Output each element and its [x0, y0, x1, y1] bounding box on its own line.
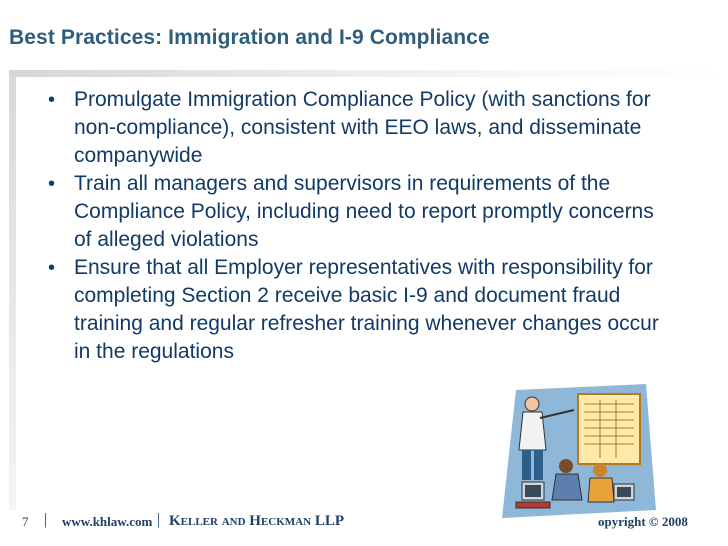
bullet-item — [48, 170, 668, 254]
bullet-dot: • — [48, 173, 56, 195]
slide-title: Best Practices: Immigration and I-9 Compliance — [9, 26, 490, 49]
training-presentation-clipart — [496, 380, 664, 522]
bullet-item — [48, 86, 668, 170]
bullet-dot: • — [48, 89, 56, 111]
footer-separator: | — [44, 511, 48, 528]
copyright: opyright © 2008 — [598, 514, 688, 529]
bullet-text: Train all managers and supervisors in requirements of the Compliance Policy, including need to report promptly concerns of alleged violations — [74, 172, 654, 251]
top-accent-band — [9, 70, 728, 77]
bullet-dot: • — [48, 257, 56, 279]
whiteboard-icon — [578, 394, 640, 464]
slide-footer — [0, 510, 728, 540]
bullet-text: Promulgate Immigration Compliance Policy (with sanctions for non-compliance), consistent with EEO laws, and disseminate companywide — [74, 88, 651, 167]
footer-url: www.khlaw.com — [62, 514, 153, 529]
footer-separator: | — [157, 511, 161, 528]
left-accent-bar — [9, 70, 16, 510]
bullet-list — [48, 86, 668, 366]
firm-name: Keller and Heckman LLP — [169, 513, 344, 529]
page-number: 7 — [22, 514, 29, 529]
bullet-item — [48, 254, 668, 366]
bullet-text: Ensure that all Employer representatives with responsibility for completing Section 2 receive basic I-9 and document fraud training and regular refresher training whenever changes occur in the regulations — [74, 256, 659, 363]
